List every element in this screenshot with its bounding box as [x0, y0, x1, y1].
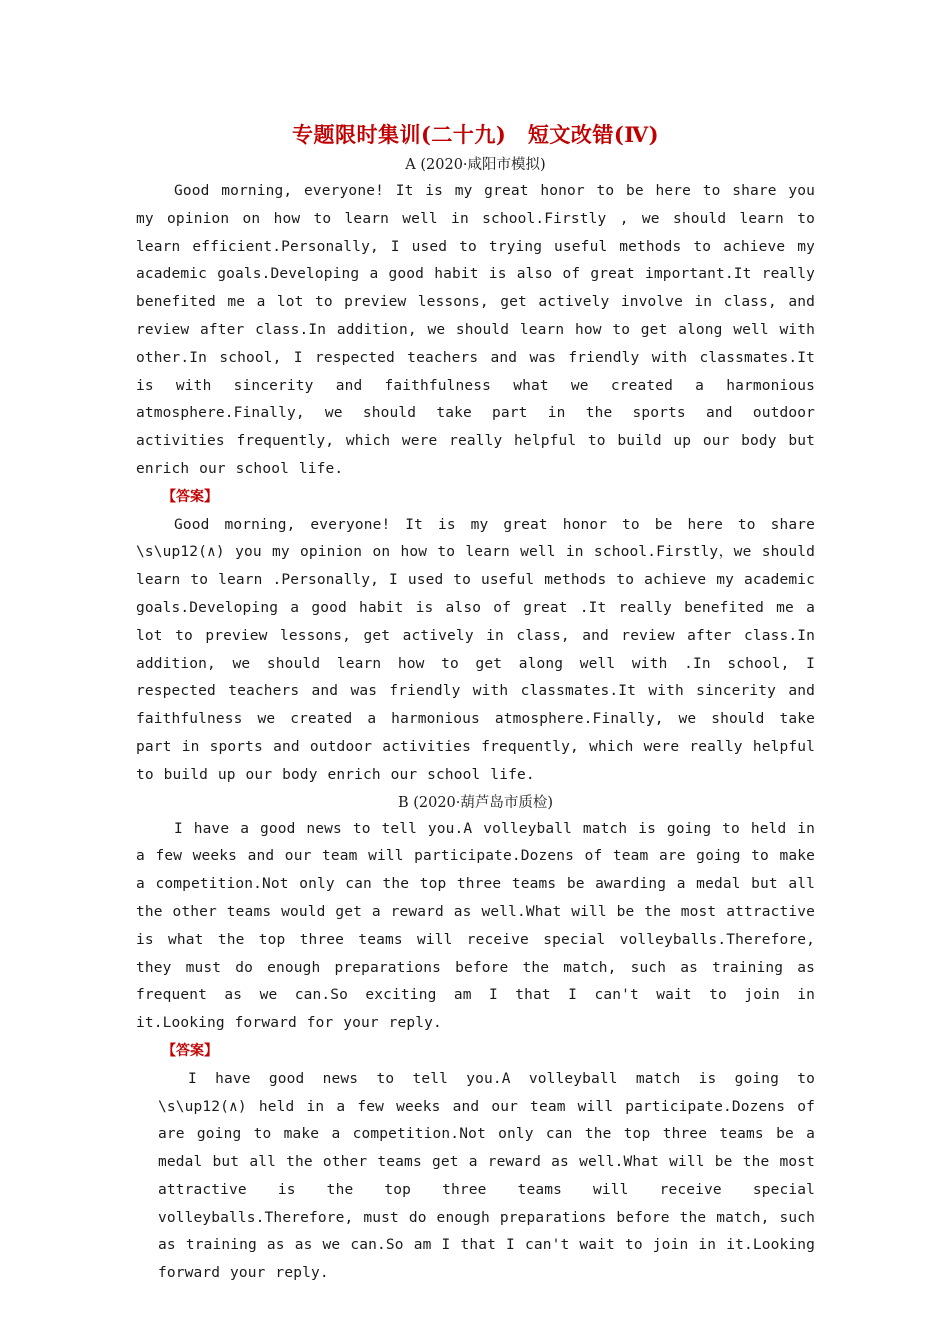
section-a-answer: Good morning, everyone! It is my great honor to be here to share \s\up12(∧) you my opinion on how to learn well in school.Firstly，we should learn to learn .Personally, I used to useful methods to achieve my academic goals.Developing a good habit is also of great .It really benefited me a lot to preview lessons, get actively in class, and review after class.In addition, we should learn how to get along well with .In school, I respected teachers and was friendly with classmates.It with sincerity and faithfulness we created a harmonious atmosphere.Finally, we should take part in sports and outdoor activities frequently, which were really helpful to build up our body enrich our school life. [136, 516, 815, 783]
section-b-answer-label: 【答案】 [162, 1042, 218, 1059]
document-page [136, 118, 815, 1288]
section-b-answer: I have good news to tell you.A volleyball match is going to \s\up12(∧) held in a few weeks and our team will participate.Dozens of are going to make a competition.Not only can the top three teams be a medal but all the other teams get a reward as well.What will be the most attractive is the top three teams will receive special volleyballs.Therefore, must do enough preparations before the match, such as training as as we can.So am I that I can't wait to join in it.Looking forward your reply. [158, 1070, 815, 1282]
document-title: 专题限时集训(二十九) 短文改错(Ⅳ) [291, 122, 660, 147]
section-a-label: A (2020·咸阳市模拟) [405, 157, 546, 173]
section-b-label: B (2020·葫芦岛市质检) [397, 794, 554, 811]
section-a-answer-label: 【答案】 [162, 488, 218, 505]
section-b-passage: I have a good news to tell you.A volleyball match is going to held in a few weeks and our team will participate.Dozens of team are going to make a competition.Not only can the top three teams be awarding a medal but all the other teams would get a reward as well.What will be the most attractive is what the top three teams will receive special volleyballs.Therefore, they must do enough preparations before the match, such as training as frequent as we can.So exciting am I that I can't wait to join in it.Looking forward for your reply. [136, 820, 815, 1032]
section-a-passage: Good morning, everyone! It is my great honor to be here to share you my opinion on how to learn well in school.Firstly , we should learn to learn efficient.Personally, I used to trying useful methods to achieve my academic goals.Developing a good habit is also of great important.It really benefited me a lot to preview lessons, get actively involve in class, and review after class.In addition, we should learn how to get along well with other.In school, I respected teachers and was friendly with classmates.It is with sincerity and faithfulness what we created a harmonious atmosphere.Finally, we should take part in the sports and outdoor activities frequently, which were really helpful to build up our body but enrich our school life. [136, 183, 815, 477]
